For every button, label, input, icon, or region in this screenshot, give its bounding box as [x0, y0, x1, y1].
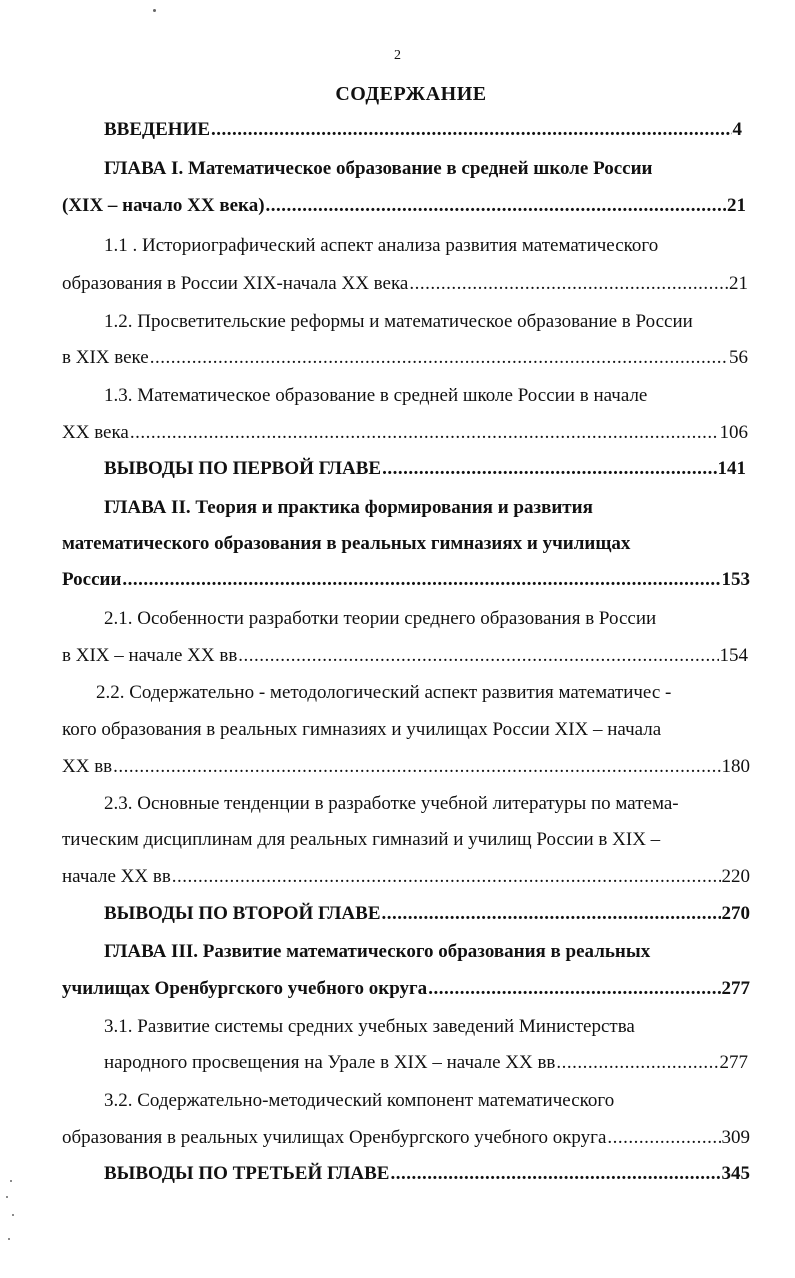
section-2-3-end[interactable] — [62, 863, 750, 891]
toc-entry-label: образования в России XIX-начала XX века — [62, 273, 409, 294]
dot-leader — [390, 1160, 720, 1188]
dot-leader — [130, 419, 719, 447]
dot-leader — [266, 192, 726, 220]
page-number: 2 — [394, 48, 401, 63]
dot-leader — [556, 1049, 718, 1077]
toc-entry-label: начале XX вв — [62, 866, 171, 887]
toc-entry-page: 180 — [721, 756, 750, 777]
scan-artifact-dot — [8, 1238, 10, 1240]
section-1-2-title[interactable]: 1.2. Просветительские реформы и математическое образование в России — [104, 311, 693, 332]
section-2-2-end[interactable] — [62, 753, 750, 781]
chapter-2-heading-cont[interactable]: математического образования в реальных гимназиях и училищах — [62, 533, 631, 554]
section-2-2-cont[interactable]: кого образования в реальных гимназиях и училищах России XIX – начала — [62, 719, 662, 740]
dot-leader — [607, 1124, 720, 1152]
toc-entry-label: народного просвещения на Урале в XIX – начале XX вв — [104, 1052, 556, 1073]
toc-entry-page: 270 — [721, 903, 750, 924]
section-3-1-title[interactable]: 3.1. Развитие системы средних учебных заведений Министерства — [104, 1016, 635, 1037]
toc-entry-page: 21 — [727, 195, 746, 216]
dot-leader — [122, 566, 720, 594]
dot-leader — [382, 900, 721, 928]
dot-leader — [150, 344, 728, 372]
chapter-3-conclusion[interactable] — [104, 1160, 750, 1188]
toc-entry-page: 21 — [729, 273, 748, 294]
section-2-2-title[interactable]: 2.2. Содержательно - методологический аспект развития математичес - — [96, 682, 672, 703]
toc-entry-page: 153 — [721, 569, 750, 590]
dot-leader — [409, 270, 728, 298]
toc-entry-label: ВЫВОДЫ ПО ТРЕТЬЕЙ ГЛАВЕ — [104, 1163, 390, 1184]
section-1-3-title[interactable]: 1.3. Математическое образование в средней школе России в начале — [104, 385, 648, 406]
dot-leader — [211, 116, 732, 144]
toc-entry-label: училищах Оренбургского учебного округа — [62, 978, 428, 999]
chapter-2-conclusion[interactable] — [104, 900, 750, 928]
toc-entry-label: ВВЕДЕНИЕ — [104, 119, 210, 140]
section-2-3-cont[interactable]: тическим дисциплинам для реальных гимназий и училищ России в XIX – — [62, 829, 661, 850]
toc-entry-page: 106 — [719, 422, 748, 443]
scan-artifact-dot — [153, 9, 156, 12]
section-3-2-title[interactable]: 3.2. Содержательно-методический компонент математического — [104, 1090, 615, 1111]
chapter-3-heading[interactable]: ГЛАВА III. Развитие математического образования в реальных — [104, 941, 651, 962]
toc-entry-page: 309 — [721, 1127, 750, 1148]
section-1-1-title[interactable]: 1.1 . Историографический аспект анализа развития математического — [104, 235, 659, 256]
toc-entry-page: 4 — [732, 119, 742, 140]
toc-entry-label: образования в реальных училищах Оренбургского учебного округа — [62, 1127, 607, 1148]
section-2-3-title[interactable]: 2.3. Основные тенденции в разработке учебной литературы по матема- — [104, 793, 679, 814]
chapter-2-heading-end[interactable] — [62, 566, 750, 594]
chapter-1-conclusion[interactable] — [104, 455, 746, 483]
toc-entry-page: 154 — [719, 645, 748, 666]
toc-entry-page: 277 — [719, 1052, 748, 1073]
chapter-1-heading-end[interactable] — [62, 192, 746, 220]
toc-entry-label: ВЫВОДЫ ПО ПЕРВОЙ ГЛАВЕ — [104, 458, 382, 479]
dot-leader — [238, 642, 718, 670]
toc-entry-intro[interactable] — [104, 116, 742, 144]
section-1-1-end[interactable] — [62, 270, 748, 298]
toc-entry-page: 56 — [729, 347, 748, 368]
toc-entry-page: 220 — [721, 866, 750, 887]
chapter-3-heading-end[interactable] — [62, 975, 750, 1003]
dot-leader — [113, 753, 720, 781]
section-3-2-end[interactable] — [62, 1124, 750, 1152]
toc-entry-label: XX вв — [62, 756, 113, 777]
scan-artifact-dot — [10, 1180, 12, 1182]
toc-entry-label: ВЫВОДЫ ПО ВТОРОЙ ГЛАВЕ — [104, 903, 381, 924]
section-2-1-end[interactable] — [62, 642, 748, 670]
chapter-2-heading[interactable]: ГЛАВА II. Теория и практика формирования и развития — [104, 497, 593, 518]
scan-artifact-dot — [12, 1214, 14, 1216]
section-1-3-end[interactable] — [62, 419, 748, 447]
section-1-2-end[interactable] — [62, 344, 748, 372]
toc-entry-label: в XIX – начале XX вв — [62, 645, 238, 666]
section-2-1-title[interactable]: 2.1. Особенности разработки теории среднего образования в России — [104, 608, 657, 629]
toc-entry-page: 345 — [721, 1163, 750, 1184]
page-title: СОДЕРЖАНИЕ — [335, 83, 487, 105]
toc-entry-label: XX века — [62, 422, 129, 443]
toc-entry-label: (XIX – начало XX века) — [62, 195, 265, 216]
toc-entry-label: России — [62, 569, 122, 590]
dot-leader — [382, 455, 716, 483]
chapter-1-heading[interactable]: ГЛАВА I. Математическое образование в средней школе России — [104, 158, 653, 179]
toc-entry-label: в XIX веке — [62, 347, 149, 368]
dot-leader — [428, 975, 720, 1003]
dot-leader — [172, 863, 721, 891]
scan-artifact-dot — [6, 1196, 8, 1198]
section-3-1-end[interactable] — [104, 1049, 748, 1077]
toc-entry-page: 277 — [721, 978, 750, 999]
toc-entry-page: 141 — [717, 458, 746, 479]
